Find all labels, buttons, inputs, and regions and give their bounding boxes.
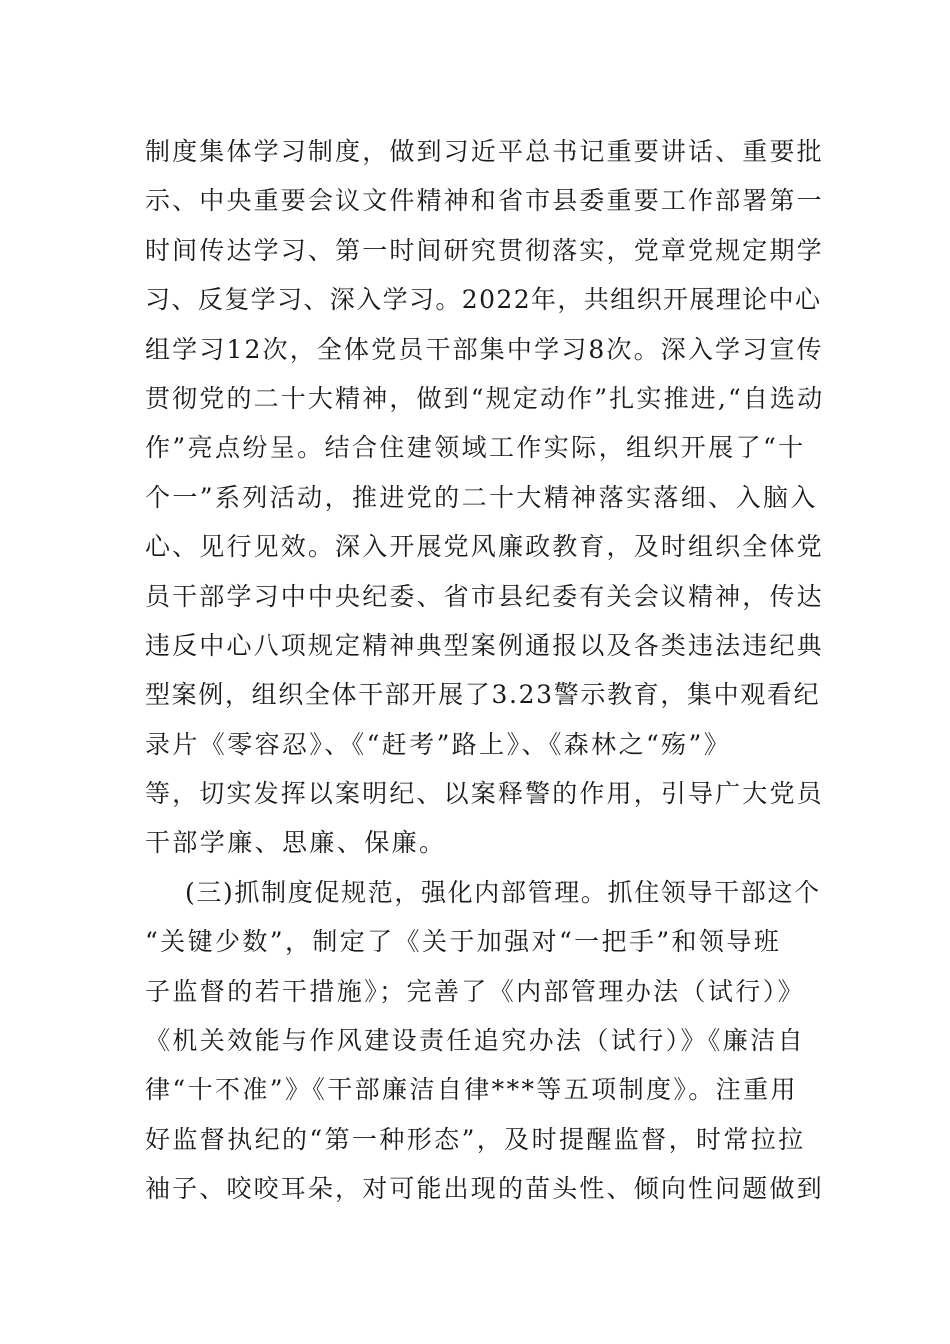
paragraph-line: 习、反复学习、深入学习。2022年，共组织开展理论中心 bbox=[145, 285, 822, 315]
paragraph-line: 示、中央重要会议文件精神和省市县委重要工作部署第一 bbox=[145, 186, 824, 216]
paragraph-line: 作”亮点纷呈。结合住建领域工作实际，组织开展了“十 bbox=[145, 433, 806, 463]
paragraph-line: 制度集体学习制度，做到习近平总书记重要讲话、重要批 bbox=[145, 137, 824, 166]
paragraph-line: 《机关效能与作风建设责任追究办法（试行）》《廉洁自 bbox=[145, 1026, 806, 1056]
paragraph-line: 时间传达学习、第一时间研究贯彻落实，党章党规定期学 bbox=[145, 235, 824, 265]
paragraph-line: “关键少数”，制定了《关于加强对“一把手”和领导班 bbox=[145, 927, 782, 957]
paragraph-line: 贯彻党的二十大精神，做到“规定动作”扎实推进,“自选动 bbox=[145, 383, 825, 413]
paragraph-line: 律“十不准”》《干部廉洁自律***等五项制度》。注重用 bbox=[145, 1075, 798, 1105]
paragraph-line: 好监督执纪的“第一种形态”，及时提醒监督，时常拉拉 bbox=[145, 1124, 806, 1154]
section-heading-line: (三)抓制度促规范，强化内部管理。抓住领导干部这个 bbox=[185, 877, 821, 907]
paragraph-line: 员干部学习中中央纪委、省市县纪委有关会议精神，传达 bbox=[145, 581, 824, 611]
paragraph-line: 违反中心八项规定精神典型案例通报以及各类违法违纪典 bbox=[145, 630, 824, 660]
paragraph-line: 组学习12次，全体党员干部集中学习8次。深入学习宣传 bbox=[145, 334, 824, 364]
paragraph-line: 子监督的若干措施》；完善了《内部管理办法（试行）》 bbox=[145, 976, 806, 1006]
paragraph-line: 型案例，组织全体干部开展了3.23警示教育，集中观看纪 bbox=[145, 680, 821, 710]
paragraph-line: 录片《零容忍》、《“赶考”路上》、《森林之“殇”》 bbox=[145, 729, 732, 759]
paragraph-line: 心、见行见效。深入开展党风廉政教育，及时组织全体党 bbox=[145, 532, 824, 562]
paragraph-line: 袖子、咬咬耳朵，对可能出现的苗头性、倾向性问题做到 bbox=[145, 1174, 824, 1204]
paragraph-line: 个一”系列活动，推进党的二十大精神落实落细、入脑入 bbox=[145, 482, 818, 512]
body-text bbox=[145, 127, 825, 1214]
paragraph-line: 干部学廉、思廉、保廉。 bbox=[145, 828, 447, 858]
paragraph-line: 等，切实发挥以案明纪、以案释警的作用，引导广大党员 bbox=[145, 779, 824, 809]
